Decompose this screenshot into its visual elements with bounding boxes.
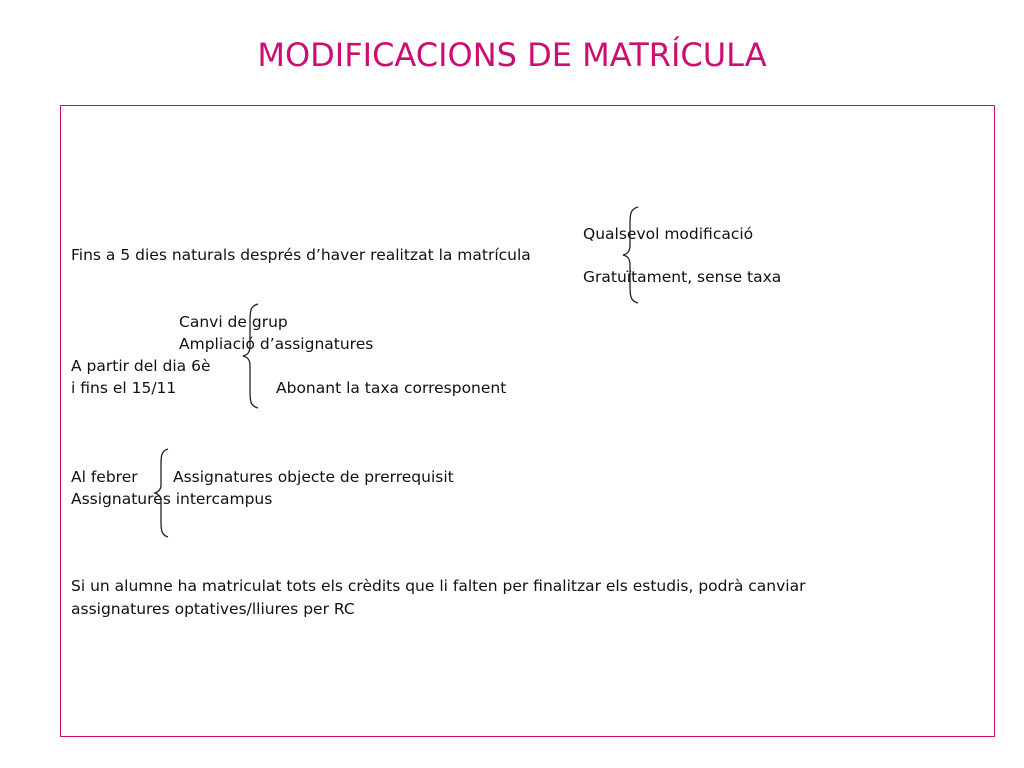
section1-option-2: Gratuïtament, sense taxa <box>583 268 782 286</box>
section2-line-1: A partir del dia 6è <box>71 357 211 375</box>
section4-line-1: Si un alumne ha matriculat tots els crèdits que li falten per finalitzar els estudis, podrà canviar <box>71 577 806 595</box>
section3-item-1: Assignatures objecte de prerrequisit <box>173 468 454 486</box>
section2-item-2: Ampliació d’assignatures <box>179 335 374 353</box>
section1-left-text: Fins a 5 dies naturals després d’haver realitzat la matrícula <box>71 246 531 264</box>
section3-label: Al febrer <box>71 468 138 486</box>
section2-note: Abonant la taxa corresponent <box>276 379 507 397</box>
section2-line-2: i fins el 15/11 <box>71 379 177 397</box>
section1-brace-icon <box>620 205 642 305</box>
section2-item-1: Canvi de grup <box>179 313 288 331</box>
section1-option-1: Qualsevol modificació <box>583 225 754 243</box>
section3-brace-icon <box>152 447 172 539</box>
section2-brace-icon <box>240 302 262 410</box>
slide-title: MODIFICACIONS DE MATRÍCULA <box>257 36 767 74</box>
section4-line-2: assignatures optatives/lliures per RC <box>71 600 355 618</box>
section3-item-2: Assignatures intercampus <box>71 490 273 508</box>
content-box <box>60 105 995 737</box>
